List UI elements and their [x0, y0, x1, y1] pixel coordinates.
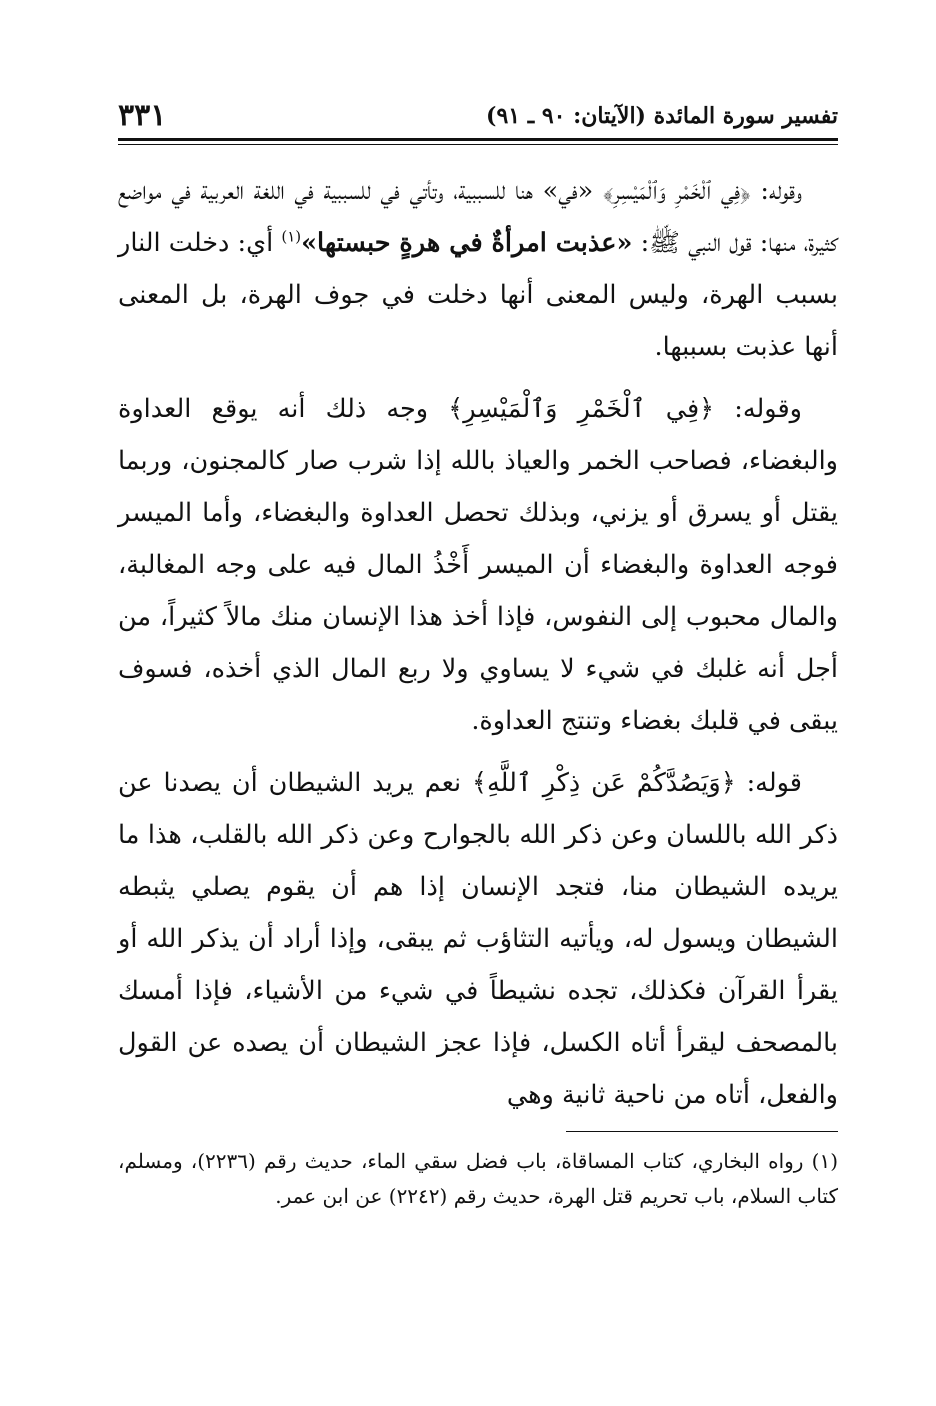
header-title: تفسير سورة المائدة (الآيتان: ٩٠ ـ ٩١): [486, 103, 838, 129]
header-rule-thin: [118, 144, 838, 145]
paragraph-3: [118, 757, 838, 1121]
p1-text-a: «في» هنا للسببية، وتأتي في للسببية في اللغة العربية في مواضع كثيرة، منها: قول النبي ﷺ:: [118, 176, 838, 258]
p3-quran-quote: ﴿وَيَصُدَّكُمْ عَن ذِكْرِ ٱللَّهِ﴾: [472, 768, 736, 798]
footnote-1: (١) رواه البخاري، كتاب المساقاة، باب فضل سقي الماء، حديث رقم (٢٢٣٦)، ومسلم، كتاب السلام، باب تحريم قتل الهرة، حديث رقم (٢٢٤٢) عن ابن عمر.: [118, 1149, 839, 1208]
book-page: [118, 96, 838, 1214]
paragraph-1: [118, 165, 838, 373]
page-number: ٣٣١: [118, 98, 167, 133]
footnote-ref-1[interactable]: (١): [281, 227, 302, 246]
p3-intro: قوله:: [735, 768, 802, 798]
footnote-separator: [566, 1131, 838, 1132]
main-text: [118, 165, 838, 1121]
running-header: [118, 96, 838, 136]
header-rule-thick: [118, 138, 838, 141]
p2-intro: وقوله:: [714, 394, 802, 424]
p1-intro: وقوله:: [750, 176, 802, 206]
paragraph-2: [118, 383, 838, 747]
p1-text-b: أي: دخلت النار بسبب الهرة، وليس المعنى أنها دخلت في جوف الهرة، بل المعنى أنها عذبت بسببها.: [118, 228, 838, 362]
p1-quran-quote: ﴿فِي ٱلْخَمْرِ وَٱلْمَيْسِرِ﴾: [602, 176, 751, 206]
p2-text: وجه ذلك أنه يوقع العداوة والبغضاء، فصاحب الخمر والعياذ بالله إذا شرب صار كالمجنون، وربما يقتل أو يسرق أو يزني، وبذلك تحصل العداوة والبغضاء، وأما الميسر فوجه العداوة والبغضاء أن الميسر أَخْذُ المال فيه على وجه المغالبة، والمال محبوب إلى النفوس، فإذا أخذ هذا الإنسان منك مالاً كثيراً، من أجل أنه غلبك في شيء لا يساوي ولا ربع المال الذي أخذه، فسوف يبقى في قلبك بغضاء وتنتج العداوة.: [118, 394, 838, 736]
p3-text: نعم يريد الشيطان أن يصدنا عن ذكر الله باللسان وعن ذكر الله بالجوارح وعن ذكر الله بالقلب، هذا ما يريده الشيطان منا، فتجد الإنسان إذا هم أن يقوم يصلي يثبطه الشيطان ويسول له، ويأتيه التثاؤب ثم يبقى، وإذا أراد أن يذكر الله أو يقرأ القرآن فكذلك، تجده نشيطاً في شيء من الأشياء، فإذا أمسك بالمصحف ليقرأ أتاه الكسل، فإذا عجز الشيطان أن يصده عن القول والفعل، أتاه من ناحية ثانية وهي: [118, 768, 838, 1110]
p2-quran-quote: ﴿فِي ٱلْخَمْرِ وَٱلْمَيْسِرِ﴾: [448, 394, 715, 424]
p1-hadith-quote: «عذبت امرأةٌ في هرةٍ حبستها»: [301, 228, 633, 258]
